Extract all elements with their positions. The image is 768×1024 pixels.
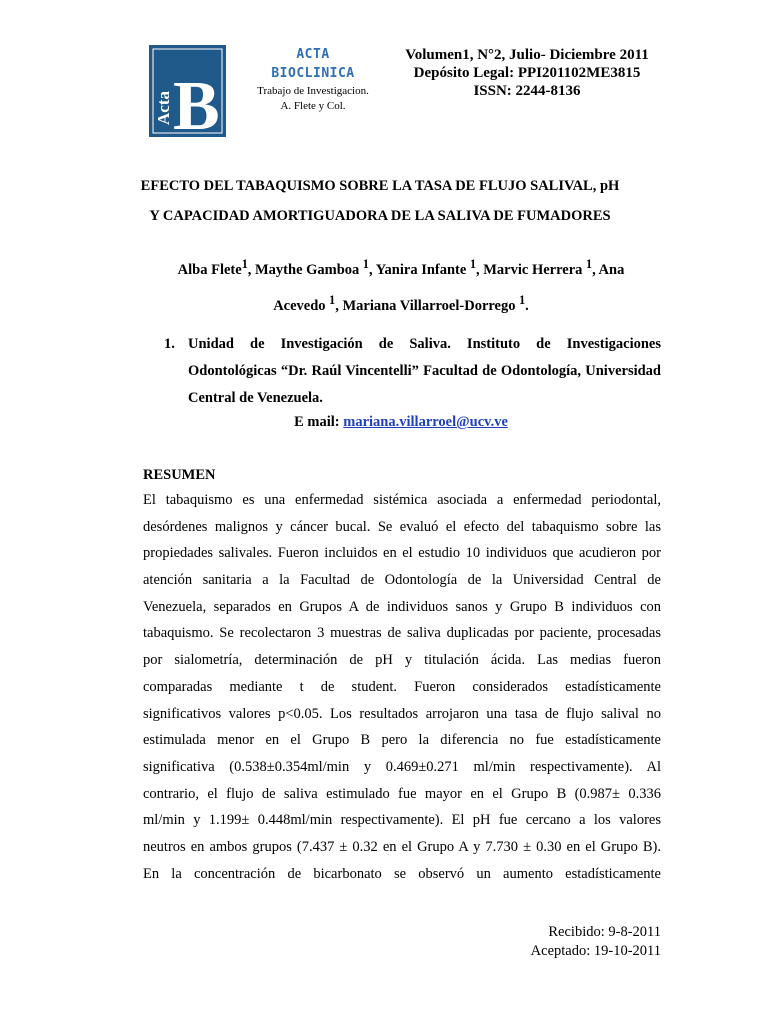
abstract-line: atención sanitaria a la Facultad de Odontología de la Universidad Central de: [143, 572, 661, 589]
author-separator: ,: [476, 261, 484, 278]
author-name: Acevedo: [273, 297, 330, 314]
submission-dates: [460, 923, 661, 961]
author-separator: ,: [247, 261, 255, 278]
received-date: Recibido: 9-8-2011: [548, 924, 661, 940]
abstract-line: tabaquismo. Se recolectaron 3 muestras de saliva duplicadas por paciente, procesadas: [143, 625, 661, 642]
abstract-line: significativos valores p<0.05. Los resultados arrojaron una tasa de flujo salival no: [143, 705, 661, 722]
abstract-line: El tabaquismo es una enfermedad sistémica asociada a enfermedad periodontal,: [143, 492, 661, 508]
acta-b-logo-icon: [149, 45, 226, 137]
affiliation-number: 1.: [164, 336, 175, 352]
abstract-line: En la concentración de bicarbonato se observó un aumento estadísticamente: [143, 865, 661, 882]
abstract-line: desórdenes malignos y cáncer bucal. Se evaluó el efecto del tabaquismo sobre las: [143, 518, 661, 535]
author-separator: ,: [335, 297, 343, 314]
affiliation-text: Unidad de Investigación de Saliva. Instituto de Investigaciones Odontológicas “Dr. Raúl Vincentelli” Facultad de Odontología, Universidad Central de Venezuela.: [188, 336, 661, 406]
issn-line: ISSN: 2244-8136: [473, 83, 581, 99]
abstract-line: Venezuela, separados en Grupos A de individuos sanos y Grupo B individuos con: [143, 598, 661, 615]
title-line-1: EFECTO DEL TABAQUISMO SOBRE LA TASA DE FLUJO SALIVAL, pH: [140, 178, 620, 194]
svg-text:B: B: [173, 68, 220, 137]
abstract-line: propiedades salivales. Fueron incluidos en el estudio 10 individuos que acudieron por: [143, 545, 661, 562]
svg-text:Acta: Acta: [154, 91, 173, 125]
author-list: [100, 249, 702, 321]
abstract-line: por sialometría, determinación de pH y titulación ácida. Las medias fueron: [143, 652, 661, 669]
abstract-line: significativa (0.538±0.354ml/min y 0.469±0.271 ml/min respectivamente). Al: [143, 758, 661, 775]
email-line: [100, 410, 702, 435]
abstract-line: neutros en ambos grupos (7.437 ± 0.32 en el Grupo A y 7.730 ± 0.30 en el Grupo B).: [143, 838, 661, 855]
author-affiliation-mark: 1: [329, 292, 336, 307]
author-line-2: [100, 285, 702, 321]
author-line-1: [100, 249, 702, 285]
accepted-date: Aceptado: 19-10-2011: [530, 943, 661, 959]
author-name: Mariana Villarroel-Dorrego: [342, 297, 520, 314]
abstract-line: ml/min y 1.199± 0.448ml/min respectivamente). El pH fue cercano a los valores: [143, 812, 661, 829]
author-separator: , Ana: [592, 261, 625, 278]
author-name: Maythe Gamboa: [254, 261, 363, 278]
email-label: E mail:: [294, 414, 344, 430]
author-separator: .: [525, 297, 529, 314]
abstract-body: [143, 487, 661, 887]
section-heading-resumen: RESUMEN: [143, 467, 216, 483]
journal-name-line2: BIOCLINICA: [271, 66, 355, 81]
author-affiliation-mark: 1: [362, 257, 369, 271]
abstract-line: comparadas mediante t de student. Fueron considerados estadísticamente: [143, 678, 661, 695]
email-link[interactable]: mariana.villarroel@ucv.ve: [343, 414, 508, 430]
affiliation: [164, 331, 661, 412]
author-affiliation-mark: 1: [469, 257, 476, 271]
author-name: Alba Flete: [177, 261, 242, 278]
journal-running-authors: A. Flete y Col.: [280, 100, 346, 112]
title-line-2: Y CAPACIDAD AMORTIGUADORA DE LA SALIVA DE FUMADORES: [149, 208, 611, 224]
author-name: Yanira Infante: [375, 261, 470, 278]
journal-logo: [149, 45, 226, 137]
journal-name-line1: ACTA: [296, 47, 330, 62]
author-separator: ,: [368, 261, 376, 278]
author-affiliation-mark: 1: [586, 257, 593, 271]
volume-info: [392, 46, 662, 100]
paper-title: [100, 171, 660, 231]
author-affiliation-mark: 1: [241, 257, 248, 271]
abstract-line: estimulada menor en el Grupo B pero la diferencia no fue estadísticamente: [143, 732, 661, 749]
author-name: Marvic Herrera: [483, 261, 587, 278]
deposito-line: Depósito Legal: PPI201102ME3815: [413, 65, 641, 81]
journal-name-block: [246, 45, 380, 114]
volume-line: Volumen1, N°2, Julio- Diciembre 2011: [405, 47, 649, 63]
journal-subtitle: Trabajo de Investigacion.: [257, 85, 369, 97]
author-affiliation-mark: 1: [519, 292, 526, 307]
abstract-line: contrario, el flujo de saliva estimulado fue mayor en el Grupo B (0.987± 0.336: [143, 785, 661, 802]
